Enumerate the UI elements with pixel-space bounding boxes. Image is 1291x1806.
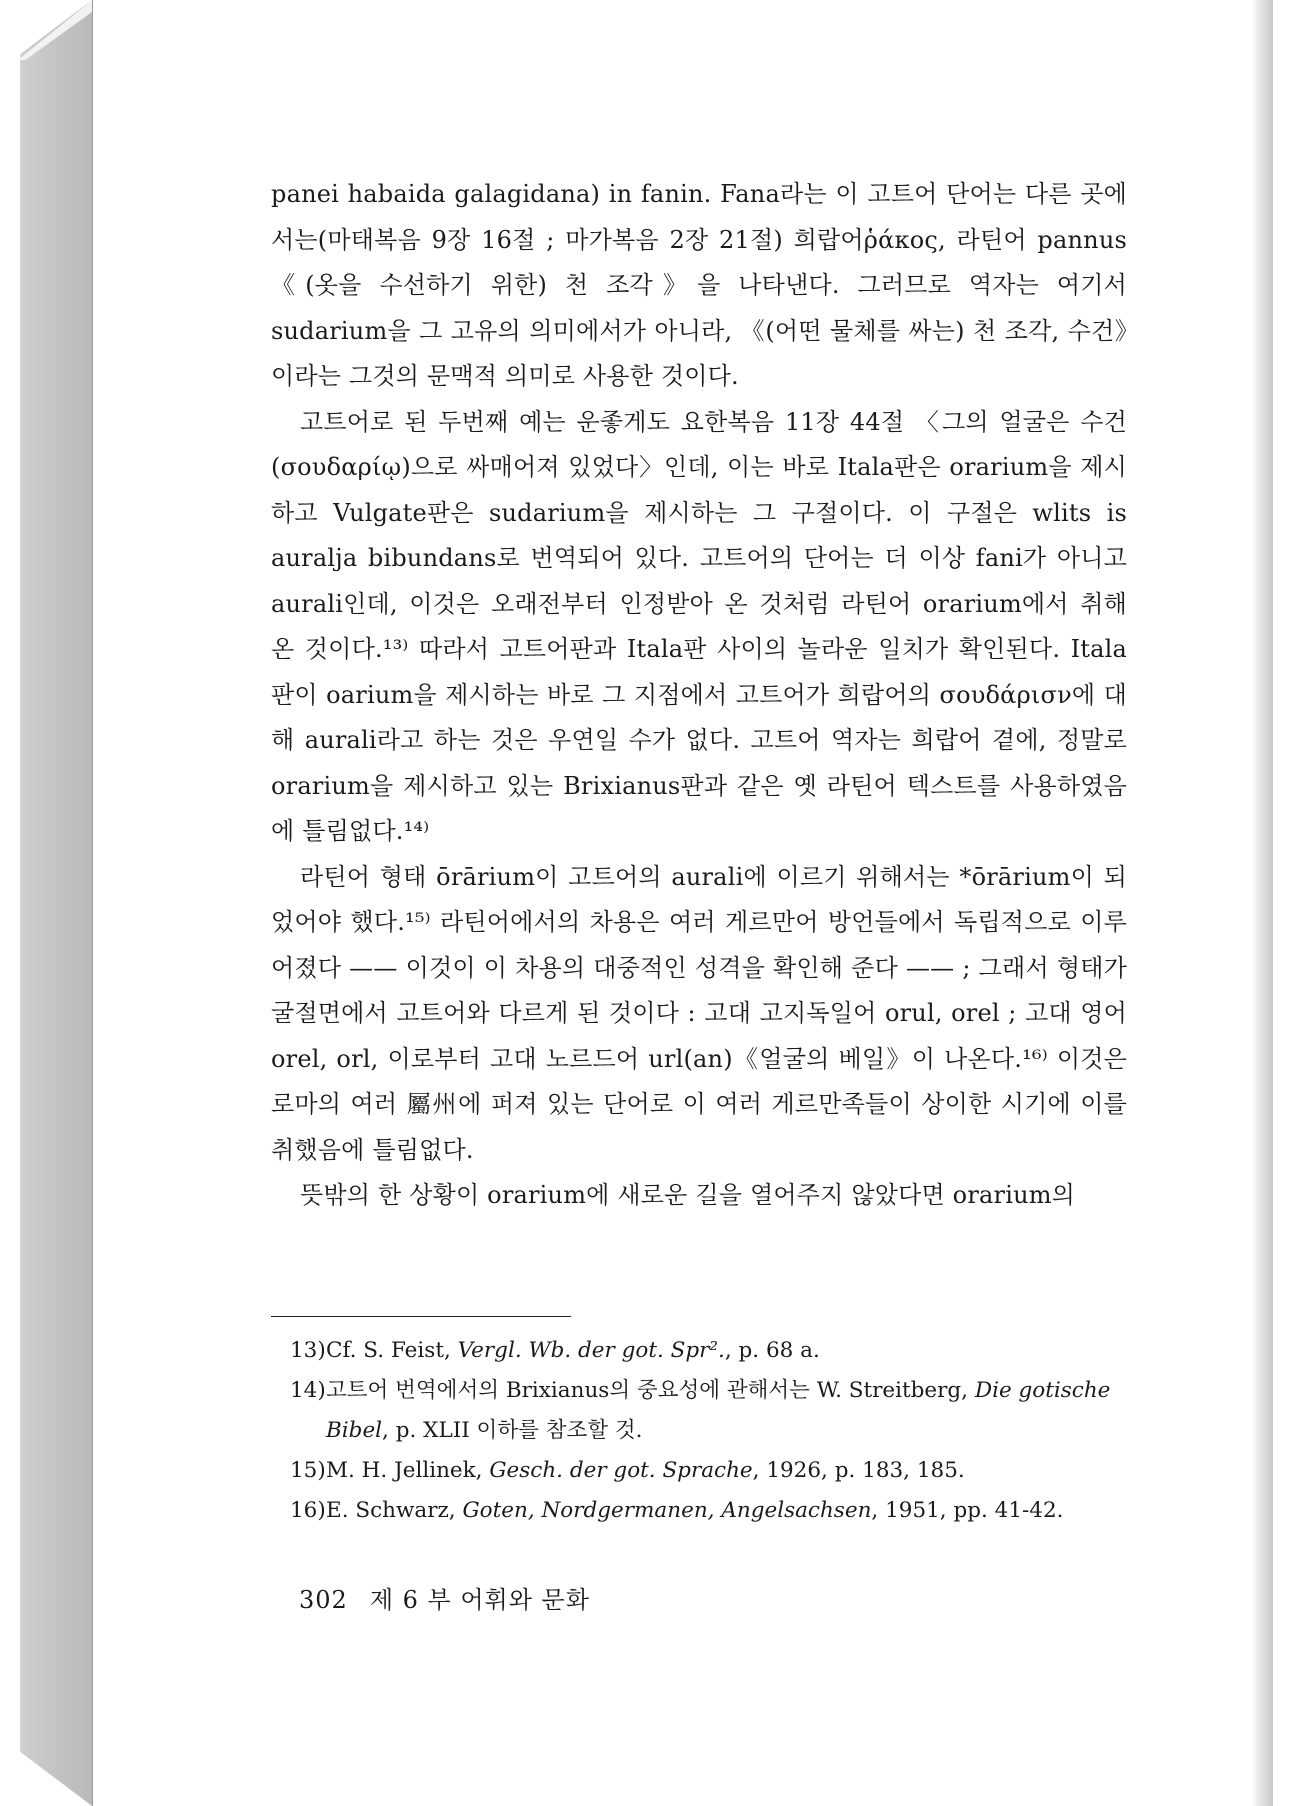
footnote-15 — [290, 1451, 1136, 1491]
footnote-16 — [290, 1491, 1136, 1531]
paragraph-1: panei habaida galagidana) in fanin. Fana라는 이 고트어 단어는 다른 곳에서는(마태복음 9장 16절 ; 마가복음 2장 21절) 희랍어ῥάκος, 라틴어 pannus 《(옷을 수선하기 위한) 천 조각》을 나타낸다. 그러므로 역자는 여기서 sudarium을 그 고유의 의미에서가 아니라, 《(어떤 물체를 싸는) 천 조각, 수건》이라는 그것의 문맥적 의미로 사용한 것이다. — [271, 180, 1127, 390]
footnote-text: 고트어 번역에서의 Brixianus의 중요성에 관해서는 W. Streitberg, — [326, 1378, 975, 1403]
page-edge-shadow — [1251, 0, 1273, 1806]
footnote-text: M. H. Jellinek, — [326, 1458, 490, 1483]
footnote-14 — [290, 1371, 1136, 1451]
paragraph-2: 고트어로 된 두번째 예는 운좋게도 요한복음 11장 44절 〈그의 얼굴은 수건(σουδαρίῳ)으로 싸매어져 있었다〉인데, 이는 바로 Itala판은 orarium을 제시하고 Vulgate판은 sudarium을 제시하는 그 구절이다. 이 구절은 wlits is auralja bibundans로 번역되어 있다. 고트어의 단어는 더 이상 fani가 아니고 aurali인데, 이것은 오래전부터 인정받아 온 것처럼 라틴어 orarium에서 취해 온 것이다.¹³⁾ 따라서 고트어판과 Itala판 사이의 놀라운 일치가 확인된다. Itala판이 oarium을 제시하는 바로 그 지점에서 고트어가 희랍어의 σουδάρισν에 대해 aurali라고 하는 것은 우연일 수가 없다. 고트어 역자는 희랍어 곁에, 정말로 orarium을 제시하고 있는 Brixianus판과 같은 옛 라틴어 텍스트를 사용하였음에 틀림없다.¹⁴⁾ — [271, 407, 1127, 845]
footnote-text: , p. XLII 이하를 참조할 것. — [382, 1418, 643, 1443]
body-text — [271, 172, 1127, 1219]
footnote-number: 15) — [290, 1458, 326, 1483]
footnote-text: , 1951, pp. 41-42. — [871, 1498, 1064, 1523]
footnote-text: Cf. S. Feist, — [326, 1338, 458, 1363]
footnote-text: E. Schwarz, — [326, 1498, 463, 1523]
paragraph-3: 라틴어 형태 ōrārium이 고트어의 aurali에 이르기 위해서는 *ōrārium이 되었어야 했다.¹⁵⁾ 라틴어에서의 차용은 여러 게르만어 방언들에서 독립적으로 이루어졌다 —— 이것이 이 차용의 대중적인 성격을 확인해 준다 —— ; 그래서 형태가 굴절면에서 고트어와 다르게 된 것이다 : 고대 고지독일어 orul, orel ; 고대 영어 orel, orl, 이로부터 고대 노르드어 url(an)《얼굴의 베일》이 나온다.¹⁶⁾ 이것은 로마의 여러 屬州에 퍼져 있는 단어로 이 여러 게르만족들이 상이한 시기에 이를 취했음에 틀림없다. — [271, 862, 1127, 1164]
section-title: 제 6 부 어휘와 문화 — [369, 1586, 590, 1614]
page-number: 302 — [299, 1586, 348, 1614]
footnote-13 — [290, 1331, 1136, 1371]
paragraph-4: 뜻밖의 한 상황이 orarium에 새로운 길을 열어주지 않았다면 orarium의 — [300, 1181, 1076, 1209]
footnote-number: 14) — [290, 1378, 326, 1403]
footnote-title: Die gotische Bibel — [326, 1378, 1111, 1443]
footnote-text: , 1926, p. 183, 185. — [752, 1458, 965, 1483]
footnotes — [290, 1331, 1136, 1531]
footnote-number: 13) — [290, 1338, 326, 1363]
footnote-title: Goten, Nordgermanen, Angelsachsen — [462, 1498, 872, 1523]
book-spine — [0, 0, 92, 1806]
footnote-title: Vergl. Wb. der got. Spr². — [457, 1338, 725, 1363]
footnote-number: 16) — [290, 1498, 326, 1523]
footnote-text: , p. 68 a. — [724, 1338, 820, 1363]
footnote-title: Gesch. der got. Sprache — [489, 1458, 753, 1483]
page-footer — [299, 1580, 590, 1615]
footnote-rule — [271, 1316, 571, 1317]
